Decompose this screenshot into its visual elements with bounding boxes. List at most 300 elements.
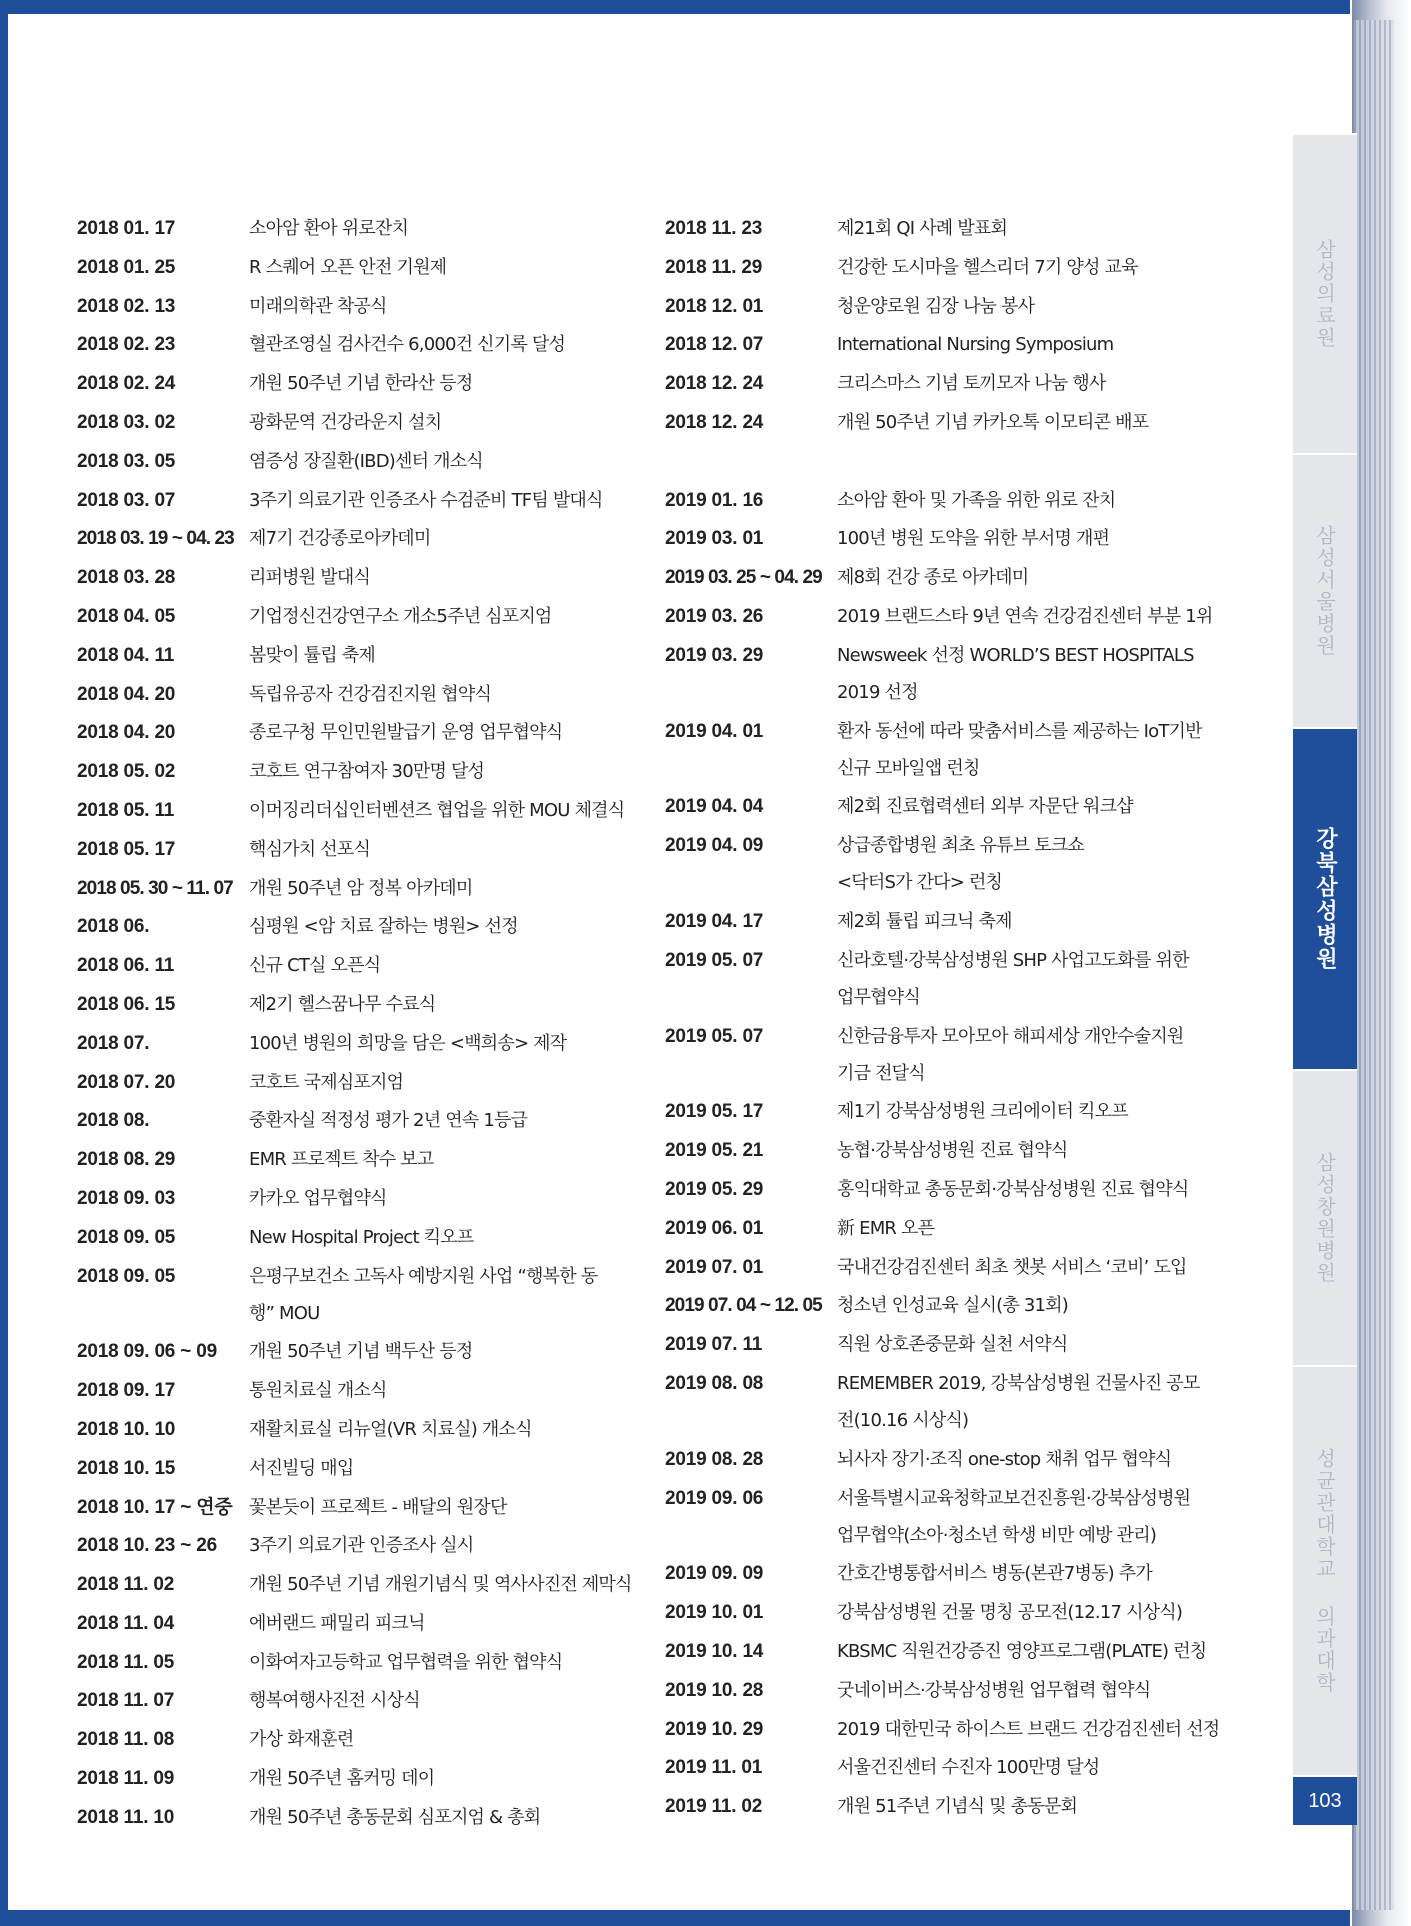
timeline-entry <box>665 1594 1235 1631</box>
entry-description <box>837 1171 1235 1208</box>
entry-description-line: 에버랜드 패밀리 피크닉 <box>249 1612 425 1634</box>
timeline-entry <box>77 753 657 790</box>
entry-description <box>249 249 657 286</box>
entry-description-line: 3주기 의료기관 인증조사 수검준비 TF팀 발대식 <box>249 489 603 511</box>
entry-date: 2018 06. <box>77 916 150 938</box>
entry-date: 2018 12. 07 <box>665 334 764 356</box>
entry-description-line: 전(10.16 시상식) <box>837 1409 969 1431</box>
entry-description <box>249 326 657 363</box>
entry-date: 2018 07. <box>77 1032 150 1054</box>
entry-description-line: 행” MOU <box>249 1302 320 1324</box>
entry-description-line: 개원 51주년 기념식 및 총동문회 <box>837 1796 1078 1818</box>
entry-description <box>249 365 657 402</box>
entry-date: 2019 08. 08 <box>665 1372 764 1394</box>
entry-description-line: 행복여행사진전 시상식 <box>249 1690 420 1712</box>
entry-date: 2019 01. 16 <box>665 489 764 511</box>
entry-date: 2018 01. 17 <box>77 218 176 239</box>
timeline-entry <box>77 637 657 674</box>
timeline-entry <box>77 908 657 945</box>
timeline-entry <box>77 1489 657 1526</box>
entry-description <box>249 1372 657 1409</box>
entry-description-line: 홍익대학교 총동문회·강북삼성병원 진료 협약식 <box>837 1178 1189 1200</box>
timeline-entry <box>665 788 1235 825</box>
timeline-entry <box>665 942 1235 1016</box>
entry-date: 2019 09. 06 <box>665 1487 764 1509</box>
entry-date: 2019 07. 01 <box>665 1256 764 1278</box>
timeline-entry <box>665 1672 1235 1709</box>
entry-description <box>249 1064 657 1101</box>
entry-description <box>249 1450 657 1487</box>
entry-description-line: R 스퀘어 오픈 안전 기원제 <box>249 256 447 278</box>
entry-description <box>837 559 1235 596</box>
entry-description-line: 염증성 장질환(IBD)센터 개소식 <box>249 450 483 472</box>
timeline-entry <box>77 326 657 363</box>
entry-description-line: 광화문역 건강라운지 설치 <box>249 411 442 433</box>
entry-date: 2019 10. 14 <box>665 1640 764 1662</box>
timeline-entry <box>665 288 1235 325</box>
timeline-entry <box>77 249 657 286</box>
timeline-entry <box>77 1180 657 1217</box>
timeline-entry <box>665 1210 1235 1247</box>
entry-description-line: 혈관조영실 검사건수 6,000건 신기록 달성 <box>249 334 566 356</box>
entry-description-line: 은평구보건소 고독사 예방지원 사업 “행복한 동 <box>249 1265 598 1287</box>
entry-date: 2018 05. 17 <box>77 838 176 860</box>
timeline-entry <box>77 1682 657 1719</box>
chapter-tab <box>1293 727 1357 1069</box>
entry-description <box>249 947 657 984</box>
timeline-entry <box>665 1093 1235 1130</box>
entry-description <box>249 1258 657 1332</box>
entry-description <box>837 1093 1235 1130</box>
entry-description <box>249 1760 657 1797</box>
entry-date: 2018 11. 02 <box>77 1574 175 1596</box>
entry-date: 2018 08. <box>77 1110 150 1132</box>
timeline-entry <box>665 1287 1235 1324</box>
entry-description <box>837 1711 1235 1748</box>
entry-description-line: 카카오 업무협약식 <box>249 1187 387 1209</box>
entry-description-line: 제1기 강북삼성병원 크리에이터 킥오프 <box>837 1101 1128 1123</box>
entry-date: 2018 05. 02 <box>77 761 176 783</box>
timeline-entry <box>77 1760 657 1797</box>
timeline-entry <box>665 482 1235 519</box>
entry-description-line: 개원 50주년 기념 카카오톡 이모티콘 배포 <box>837 411 1149 433</box>
entry-description <box>837 404 1235 441</box>
entry-description <box>837 942 1235 1016</box>
entry-date: 2019 04. 04 <box>665 796 764 818</box>
timeline-entry <box>77 1605 657 1642</box>
entry-date: 2019 10. 01 <box>665 1602 764 1624</box>
entry-date: 2018 12. 24 <box>665 411 764 433</box>
entry-description-line: 100년 병원 도약을 위한 부서명 개편 <box>837 528 1110 550</box>
entry-description-line: 건강한 도시마을 헬스리더 7기 양성 교육 <box>837 256 1138 278</box>
entry-description <box>837 1594 1235 1631</box>
timeline-entry <box>665 1132 1235 1169</box>
entry-description <box>249 870 657 907</box>
timeline-entry <box>77 520 657 557</box>
entry-date: 2019 06. 01 <box>665 1217 764 1239</box>
entry-description <box>837 249 1235 286</box>
entry-description-line: 종로구청 무인민원발급기 운영 업무협약식 <box>249 722 563 744</box>
entry-description <box>249 404 657 441</box>
entry-description-line: 굿네이버스·강북삼성병원 업무협력 협약식 <box>837 1679 1151 1701</box>
timeline-column-right <box>665 210 1235 1827</box>
entry-date: 2018 03. 05 <box>77 450 176 472</box>
entry-date: 2018 02. 24 <box>77 373 176 395</box>
entry-date: 2019 05. 17 <box>665 1101 764 1123</box>
entry-description-line: 신규 모바일앱 런칭 <box>837 757 980 779</box>
timeline-entry <box>77 714 657 751</box>
entry-description <box>249 1219 657 1256</box>
entry-date: 2019 11. 01 <box>665 1757 763 1779</box>
entry-description <box>249 1141 657 1178</box>
entry-date: 2018 11. 10 <box>77 1806 175 1828</box>
timeline-entry <box>77 482 657 519</box>
timeline-entry <box>77 288 657 325</box>
timeline-entry <box>77 559 657 596</box>
entry-description <box>837 210 1235 247</box>
entry-description-line: 소아암 환아 및 가족을 위한 위로 잔치 <box>837 489 1116 511</box>
timeline-entry <box>77 1721 657 1758</box>
timeline-entry <box>665 1788 1235 1825</box>
entry-date: 2018 10. 23 ~ 26 <box>77 1535 217 1557</box>
timeline-entry <box>665 326 1235 363</box>
entry-description-line: 청운양로원 김장 나눔 봉사 <box>837 295 1035 317</box>
entry-date: 2018 10. 10 <box>77 1418 176 1440</box>
entry-description-line: 2019 브랜드스타 9년 연속 건강검진센터 부분 1위 <box>837 605 1213 627</box>
entry-description <box>249 908 657 945</box>
entry-date: 2018 12. 01 <box>665 295 764 317</box>
entry-description-line: 제21회 QI 사례 발표회 <box>837 218 1008 239</box>
chapter-tab <box>1293 453 1357 727</box>
entry-date: 2019 07. 04 ~ 12. 05 <box>665 1295 822 1317</box>
entry-date: 2019 03. 26 <box>665 605 764 627</box>
timeline-entry <box>665 404 1235 441</box>
timeline-entry <box>77 1102 657 1139</box>
entry-description <box>249 637 657 674</box>
entry-date: 2019 03. 25 ~ 04. 29 <box>665 567 822 589</box>
entry-description <box>837 1788 1235 1825</box>
chapter-tab-label: 삼성서울병원 <box>1312 525 1337 657</box>
entry-date: 2018 01. 25 <box>77 256 176 278</box>
timeline-entry <box>665 1171 1235 1208</box>
entry-date: 2019 10. 29 <box>665 1718 764 1740</box>
entry-description-line: 중환자실 적정성 평가 2년 연속 1등급 <box>249 1110 528 1132</box>
entry-description-line: 기업정신건강연구소 개소5주년 심포지엄 <box>249 605 552 627</box>
entry-description <box>837 1441 1235 1478</box>
entry-description-line: 3주기 의료기관 인증조사 실시 <box>249 1535 474 1557</box>
top-border-bar <box>0 0 1350 14</box>
timeline-entry <box>665 1365 1235 1439</box>
entry-description-line: 新 EMR 오픈 <box>837 1217 935 1239</box>
entry-description-line: 재활치료실 리뉴얼(VR 치료실) 개소식 <box>249 1418 532 1440</box>
timeline-entry <box>77 1566 657 1603</box>
timeline-entry <box>77 598 657 635</box>
entry-date: 2018 04. 20 <box>77 683 176 705</box>
entry-description <box>837 1749 1235 1786</box>
entry-description <box>249 1333 657 1370</box>
entry-description <box>837 1287 1235 1324</box>
entry-description <box>837 365 1235 402</box>
timeline-entry <box>665 1633 1235 1670</box>
entry-description <box>249 1682 657 1719</box>
entry-description-line: 제2회 진료협력센터 외부 자문단 워크샵 <box>837 796 1133 818</box>
timeline-entry <box>77 1025 657 1062</box>
timeline-entry <box>77 1064 657 1101</box>
entry-description <box>837 1132 1235 1169</box>
timeline-entry <box>77 1644 657 1681</box>
entry-description <box>837 903 1235 940</box>
entry-date: 2018 06. 15 <box>77 993 176 1015</box>
entry-description-line: 강북삼성병원 건물 명칭 공모전(12.17 시상식) <box>837 1602 1183 1624</box>
entry-description <box>249 1411 657 1448</box>
entry-description <box>249 676 657 713</box>
timeline-entry <box>77 986 657 1023</box>
chapter-tab <box>1293 1365 1357 1775</box>
entry-date: 2018 08. 29 <box>77 1149 176 1171</box>
chapter-tab <box>1293 1069 1357 1365</box>
entry-description <box>837 1672 1235 1709</box>
timeline-entry <box>665 637 1235 711</box>
page-number: 103 <box>1293 1775 1357 1825</box>
entry-description-line: 개원 50주년 암 정복 아카데미 <box>249 877 473 899</box>
timeline-entry <box>665 1249 1235 1286</box>
entry-description-line: 코호트 연구참여자 30만명 달성 <box>249 761 485 783</box>
entry-description <box>249 1102 657 1139</box>
timeline-entry <box>77 365 657 402</box>
timeline-entry <box>77 1411 657 1448</box>
entry-date: 2019 05. 29 <box>665 1178 764 1200</box>
entry-description <box>249 1489 657 1526</box>
entry-description-line: 이화여자고등학교 업무협력을 위한 협약식 <box>249 1651 563 1673</box>
entry-date: 2018 09. 17 <box>77 1380 176 1402</box>
timeline-entry <box>665 249 1235 286</box>
timeline-column-left <box>77 210 657 1838</box>
entry-description-line: 심평원 <암 치료 잘하는 병원> 선정 <box>249 916 518 938</box>
timeline-entry <box>77 676 657 713</box>
entry-description <box>249 288 657 325</box>
entry-description-line: 개원 50주년 홈커밍 데이 <box>249 1768 435 1790</box>
book-page-stack <box>1354 20 1394 1910</box>
entry-description-line: 국내건강검진센터 최초 챗봇 서비스 ‘코비’ 도입 <box>837 1256 1187 1278</box>
entry-description <box>837 1633 1235 1670</box>
entry-date: 2018 05. 11 <box>77 799 175 821</box>
entry-description-line: 개원 50주년 총동문회 심포지엄 & 총회 <box>249 1806 541 1828</box>
entry-description-line: 핵심가치 선포식 <box>249 838 371 860</box>
entry-description <box>249 443 657 480</box>
entry-description-line: 환자 동선에 따라 맞춤서비스를 제공하는 IoT기반 <box>837 720 1202 742</box>
entry-description-line: 업무협약식 <box>837 986 920 1008</box>
entry-description <box>249 792 657 829</box>
chapter-tab-label: 삼성의료원 <box>1312 239 1337 349</box>
entry-description-line: 가상 화재훈련 <box>249 1729 354 1751</box>
entry-date: 2018 11. 23 <box>665 218 763 239</box>
entry-description <box>249 831 657 868</box>
timeline-entry <box>665 365 1235 402</box>
entry-description-line: EMR 프로젝트 착수 보고 <box>249 1149 434 1171</box>
entry-description-line: 제2기 헬스꿈나무 수료식 <box>249 993 436 1015</box>
timeline-entry <box>77 443 657 480</box>
timeline-entry <box>665 559 1235 596</box>
entry-description-line: 신규 CT실 오픈식 <box>249 955 381 977</box>
entry-description-line: 리퍼병원 발대식 <box>249 567 371 589</box>
timeline-entry <box>77 1258 657 1332</box>
entry-description <box>837 1555 1235 1592</box>
entry-description-line: 서울건진센터 수진자 100만명 달성 <box>837 1757 1100 1779</box>
entry-description <box>249 559 657 596</box>
timeline-entry <box>77 792 657 829</box>
entry-description <box>837 1326 1235 1363</box>
entry-description <box>249 1605 657 1642</box>
entry-date: 2019 09. 09 <box>665 1563 764 1585</box>
entry-description <box>249 482 657 519</box>
entry-date: 2018 10. 17 ~ 연중 <box>77 1496 233 1518</box>
entry-description <box>837 1018 1235 1092</box>
entry-date: 2019 03. 29 <box>665 644 764 666</box>
entry-description <box>249 1527 657 1564</box>
chapter-tab-label: 삼성창원병원 <box>1312 1152 1337 1284</box>
timeline-entry <box>665 1326 1235 1363</box>
timeline-entry <box>665 1441 1235 1478</box>
entry-description <box>249 1644 657 1681</box>
entry-description-line: 2019 대한민국 하이스트 브랜드 건강검진센터 선정 <box>837 1718 1220 1740</box>
timeline-entry <box>77 1527 657 1564</box>
entry-date: 2018 09. 05 <box>77 1226 176 1248</box>
timeline-entry <box>77 404 657 441</box>
entry-date: 2018 09. 05 <box>77 1265 176 1287</box>
entry-description <box>837 1480 1235 1554</box>
timeline-entry <box>665 827 1235 901</box>
entry-description-line: 개원 50주년 기념 백두산 등정 <box>249 1341 473 1363</box>
entry-description-line: 제2회 튤립 피크닉 축제 <box>837 910 1012 932</box>
entry-date: 2019 04. 17 <box>665 910 764 932</box>
entry-description-line: 개원 50주년 기념 개원기념식 및 역사사진전 제막식 <box>249 1574 632 1596</box>
entry-date: 2018 06. 11 <box>77 955 175 977</box>
timeline-entry <box>77 1141 657 1178</box>
timeline-entry <box>665 210 1235 247</box>
entry-description-line: 봄맞이 튤립 축제 <box>249 644 375 666</box>
entry-description-line: Newsweek 선정 WORLD’S BEST HOSPITALS <box>837 644 1194 666</box>
timeline-entry <box>77 1333 657 1370</box>
entry-date: 2018 10. 15 <box>77 1457 176 1479</box>
entry-description <box>837 520 1235 557</box>
bottom-border-bar <box>0 1910 1350 1926</box>
entry-date: 2018 02. 13 <box>77 295 176 317</box>
entry-date: 2019 05. 21 <box>665 1140 764 1162</box>
timeline-entry <box>665 713 1235 787</box>
entry-date: 2019 03. 01 <box>665 528 764 550</box>
entry-description <box>249 714 657 751</box>
entry-description <box>837 1249 1235 1286</box>
entry-date: 2018 11. 09 <box>77 1768 175 1790</box>
entry-date: 2018 11. 04 <box>77 1612 175 1634</box>
timeline-entry <box>665 1480 1235 1554</box>
entry-description-line: 2019 선정 <box>837 681 918 703</box>
entry-description-line: International Nursing Symposium <box>837 334 1114 356</box>
timeline-entry <box>77 947 657 984</box>
chapter-tab-label: 성균관대학교 의과대학 <box>1312 1448 1337 1694</box>
entry-description <box>837 788 1235 825</box>
entry-description-line: 소아암 환아 위로잔치 <box>249 218 409 239</box>
entry-date: 2019 05. 07 <box>665 949 764 971</box>
entry-description-line: 신한금융투자 모아모아 해피세상 개안수술지원 <box>837 1025 1184 1047</box>
entry-date: 2018 04. 20 <box>77 722 176 744</box>
entry-description <box>837 598 1235 635</box>
timeline-entry <box>77 1450 657 1487</box>
timeline-entry <box>665 598 1235 635</box>
timeline-entry <box>665 1711 1235 1748</box>
entry-description-line: 100년 병원의 희망을 담은 <백희송> 제작 <box>249 1032 567 1054</box>
entry-description-line: 직원 상호존중문화 실천 서약식 <box>837 1334 1068 1356</box>
entry-date: 2018 05. 30 ~ 11. 07 <box>77 877 233 899</box>
timeline-year-gap <box>665 443 1235 482</box>
entry-description <box>249 598 657 635</box>
entry-date: 2019 11. 02 <box>665 1796 763 1818</box>
entry-date: 2018 11. 29 <box>665 256 763 278</box>
entry-description-line: 제8회 건강 종로 아카데미 <box>837 567 1029 589</box>
entry-date: 2018 03. 07 <box>77 489 176 511</box>
entry-description <box>837 827 1235 901</box>
entry-description <box>837 288 1235 325</box>
entry-description <box>249 520 657 557</box>
timeline-entry <box>77 1799 657 1836</box>
timeline-entry <box>77 870 657 907</box>
entry-description <box>249 1566 657 1603</box>
entry-description <box>249 1025 657 1062</box>
entry-description-line: 크리스마스 기념 토끼모자 나눔 행사 <box>837 373 1106 395</box>
entry-date: 2019 10. 28 <box>665 1679 764 1701</box>
chapter-tabs <box>1293 133 1357 1825</box>
timeline-entry <box>77 831 657 868</box>
entry-date: 2018 11. 07 <box>77 1690 175 1712</box>
entry-description-line: 꽃본듯이 프로젝트 - 배달의 원장단 <box>249 1496 507 1518</box>
entry-description-line: 통원치료실 개소식 <box>249 1380 387 1402</box>
entry-description <box>837 1210 1235 1247</box>
entry-description-line: 신라호텔·강북삼성병원 SHP 사업고도화를 위한 <box>837 949 1189 971</box>
entry-date: 2019 07. 11 <box>665 1334 763 1356</box>
timeline-entry <box>665 1555 1235 1592</box>
entry-description <box>837 326 1235 363</box>
entry-date: 2018 09. 06 ~ 09 <box>77 1341 217 1363</box>
entry-description <box>249 1799 657 1836</box>
entry-date: 2019 04. 01 <box>665 720 764 742</box>
entry-date: 2018 04. 05 <box>77 605 176 627</box>
entry-description-line: KBSMC 직원건강증진 영양프로그램(PLATE) 런칭 <box>837 1640 1207 1662</box>
entry-description <box>837 637 1235 711</box>
entry-date: 2019 04. 09 <box>665 835 764 857</box>
timeline-entry <box>77 1219 657 1256</box>
entry-date: 2019 08. 28 <box>665 1448 764 1470</box>
timeline-entry <box>665 520 1235 557</box>
entry-description-line: 농협·강북삼성병원 진료 협약식 <box>837 1140 1068 1162</box>
entry-description <box>837 482 1235 519</box>
entry-date: 2018 02. 23 <box>77 334 176 356</box>
entry-date: 2018 12. 24 <box>665 373 764 395</box>
entry-description-line: 간호간병통합서비스 병동(본관7병동) 추가 <box>837 1563 1152 1585</box>
chapter-tab <box>1293 133 1357 453</box>
entry-description-line: 이머징리더십인터벤션즈 협업을 위한 MOU 체결식 <box>249 799 625 821</box>
entry-description-line: 미래의학관 착공식 <box>249 295 387 317</box>
entry-date: 2018 03. 28 <box>77 567 176 589</box>
entry-description-line: 업무협약(소아·청소년 학생 비만 예방 관리) <box>837 1524 1157 1546</box>
entry-description-line: 독립유공자 건강검진지원 협약식 <box>249 683 492 705</box>
entry-description-line: New Hospital Project 킥오프 <box>249 1226 474 1248</box>
entry-date: 2019 05. 07 <box>665 1025 764 1047</box>
entry-description-line: 서진빌딩 매입 <box>249 1457 354 1479</box>
entry-description-line: 기금 전달식 <box>837 1062 925 1084</box>
entry-description <box>249 1721 657 1758</box>
timeline-entry <box>665 1749 1235 1786</box>
entry-description <box>249 753 657 790</box>
